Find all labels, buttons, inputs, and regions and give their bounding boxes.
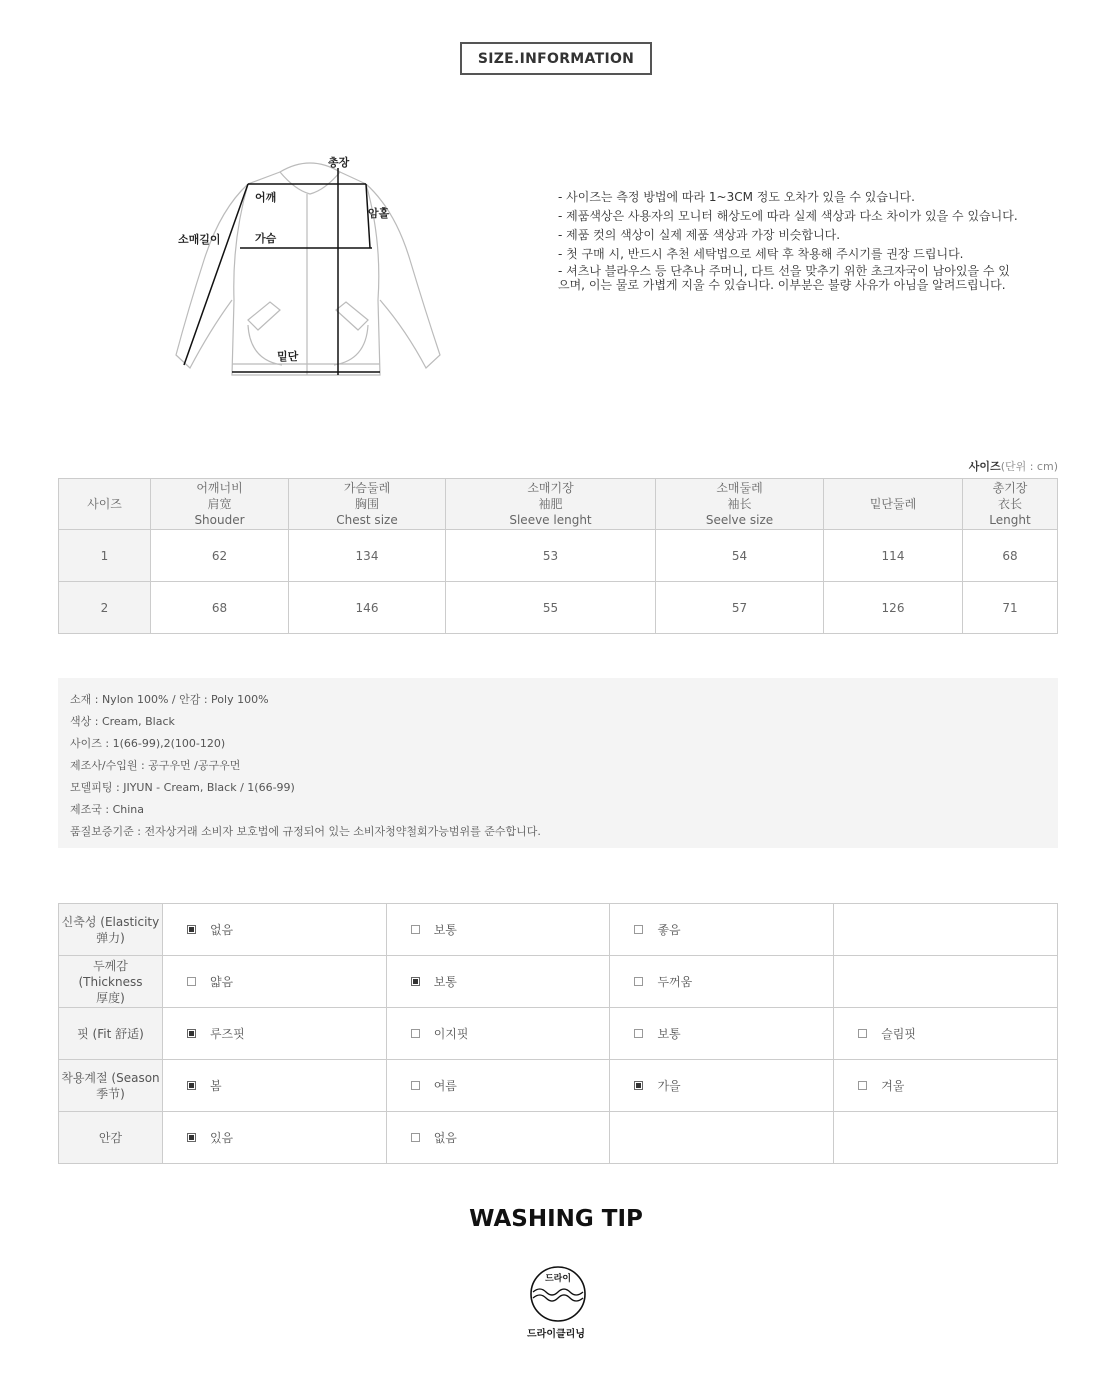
col-header: 총기장 衣长 Lenght xyxy=(963,479,1058,530)
size-table xyxy=(58,478,1058,634)
property-option xyxy=(386,956,610,1008)
property-option xyxy=(162,1112,386,1164)
property-row xyxy=(59,904,1058,956)
checkbox-empty-icon xyxy=(858,1081,867,1090)
property-option xyxy=(386,1008,610,1060)
info-line: 제조사/수입원 : 공구우먼 /공구우먼 xyxy=(70,759,241,772)
property-option xyxy=(834,1008,1058,1060)
table-cell: 54 xyxy=(656,530,824,582)
property-option-label: 여름 xyxy=(433,1079,457,1093)
diagram-label-hem: 밑단 xyxy=(277,350,299,363)
property-label: 두께감 (Thickness 厚度) xyxy=(59,956,163,1008)
property-option xyxy=(386,1060,610,1112)
property-label: 핏 (Fit 舒适) xyxy=(59,1008,163,1060)
info-line: 사이즈 : 1(66-99),2(100-120) xyxy=(70,737,226,750)
property-label: 착용계절 (Season 季节) xyxy=(59,1060,163,1112)
property-option-label: 있음 xyxy=(209,1131,234,1145)
info-line: 소재 : Nylon 100% / 안감 : Poly 100% xyxy=(70,693,269,706)
checkbox-checked-icon xyxy=(634,1081,643,1090)
checkbox-empty-icon xyxy=(634,1029,643,1038)
diagram-label-sleeve: 소매길이 xyxy=(178,233,221,246)
checkbox-empty-icon xyxy=(634,977,643,986)
property-option-label: 없음 xyxy=(433,1131,457,1145)
property-option xyxy=(834,1112,1058,1164)
diagram-label-shoulder: 어깨 xyxy=(255,191,277,204)
dry-clean-icon xyxy=(528,1264,588,1324)
col-header: 소매둘레 袖长 Seelve size xyxy=(656,479,824,530)
checkbox-empty-icon xyxy=(634,925,643,934)
unit-label: 사이즈 xyxy=(968,460,1001,473)
col-header: 가슴둘레 胸围 Chest size xyxy=(289,479,446,530)
property-option-label: 보통 xyxy=(433,923,457,937)
col-header: 밑단둘레 xyxy=(824,479,963,530)
checkbox-empty-icon xyxy=(411,1133,420,1142)
info-line: 제조국 : China xyxy=(70,803,144,816)
diagram-label-chest: 가슴 xyxy=(255,232,277,245)
info-line: 품질보증기준 : 전자상거래 소비자 보호법에 규정되어 있는 소비자청약철회가능범위를 준수합니다. xyxy=(70,825,541,838)
property-option xyxy=(162,1060,386,1112)
property-option-label: 슬림핏 xyxy=(881,1027,916,1041)
property-option xyxy=(162,956,386,1008)
table-cell: 114 xyxy=(824,530,963,582)
property-option xyxy=(386,1112,610,1164)
size-information-title: SIZE.INFORMATION xyxy=(460,42,652,75)
checkbox-checked-icon xyxy=(187,1081,196,1090)
jacket-outline-icon xyxy=(170,150,455,390)
property-option xyxy=(610,1112,834,1164)
size-table-header xyxy=(59,479,1058,530)
table-row xyxy=(59,582,1058,634)
note-line: - 제품색상은 사용자의 모니터 해상도에 따라 실제 색상과 다소 차이가 있을 수 있습니다. xyxy=(558,209,1018,223)
property-option-label: 얇음 xyxy=(209,975,234,989)
checkbox-empty-icon xyxy=(187,977,196,986)
property-label: 신축성 (Elasticity 弹力) xyxy=(59,904,163,956)
note-line: - 셔츠나 블라우스 등 단추나 주머니, 다트 선을 맞추기 위한 초크자국이 남아있을 수 있 xyxy=(558,264,1010,278)
table-cell: 1 xyxy=(59,530,151,582)
property-option-label: 봄 xyxy=(209,1079,222,1093)
checkbox-empty-icon xyxy=(411,925,420,934)
unit-caption xyxy=(969,458,1058,474)
jacket-diagram xyxy=(170,150,455,390)
property-row xyxy=(59,956,1058,1008)
property-option xyxy=(610,1008,834,1060)
property-option-label: 가을 xyxy=(657,1079,681,1093)
info-line: 색상 : Cream, Black xyxy=(70,715,175,728)
info-line: 모델피팅 : JIYUN - Cream, Black / 1(66-99) xyxy=(70,781,295,794)
col-header: 사이즈 xyxy=(59,479,151,530)
product-info-box xyxy=(58,678,1058,848)
checkbox-empty-icon xyxy=(858,1029,867,1038)
property-option xyxy=(162,904,386,956)
washing-tip-title: WASHING TIP xyxy=(469,1206,643,1232)
checkbox-checked-icon xyxy=(187,925,196,934)
property-option-label: 두꺼움 xyxy=(657,975,693,989)
property-option-label: 보통 xyxy=(433,975,457,989)
table-cell: 126 xyxy=(824,582,963,634)
property-option xyxy=(834,956,1058,1008)
washing-label: 드라이클리닝 xyxy=(527,1329,585,1340)
col-header: 어깨너비 肩宽 Shouder xyxy=(151,479,289,530)
table-row xyxy=(59,530,1058,582)
table-cell: 2 xyxy=(59,582,151,634)
property-row xyxy=(59,1112,1058,1164)
diagram-label-length: 총장 xyxy=(328,156,350,169)
checkbox-empty-icon xyxy=(411,1081,420,1090)
property-option-label: 루즈핏 xyxy=(209,1027,245,1041)
dry-clean-icon-text: 드라이 xyxy=(544,1274,572,1284)
property-table xyxy=(58,903,1058,1164)
table-cell: 68 xyxy=(963,530,1058,582)
property-option-label: 겨울 xyxy=(881,1079,905,1093)
checkbox-checked-icon xyxy=(187,1133,196,1142)
property-option xyxy=(610,1060,834,1112)
table-cell: 146 xyxy=(289,582,446,634)
unit-note: (단위 : cm) xyxy=(1000,460,1058,473)
note-line: - 첫 구매 시, 반드시 추천 세탁법으로 세탁 후 착용해 주시기를 권장 드립니다. xyxy=(558,247,964,261)
table-cell: 53 xyxy=(446,530,656,582)
diagram-label-armhole: 암홀 xyxy=(368,207,390,220)
col-header: 소매기장 袖肥 Sleeve lenght xyxy=(446,479,656,530)
checkbox-checked-icon xyxy=(411,977,420,986)
table-cell: 134 xyxy=(289,530,446,582)
property-option-label: 좋음 xyxy=(657,923,681,937)
property-option xyxy=(834,904,1058,956)
note-line: - 사이즈는 측정 방법에 따라 1~3CM 정도 오차가 있을 수 있습니다. xyxy=(558,190,915,204)
property-row xyxy=(59,1008,1058,1060)
table-cell: 62 xyxy=(151,530,289,582)
property-option xyxy=(834,1060,1058,1112)
note-line: - 제품 컷의 색상이 실제 제품 색상과 가장 비슷합니다. xyxy=(558,228,841,242)
size-notes xyxy=(558,188,1058,292)
property-label: 안감 xyxy=(59,1112,163,1164)
property-option-label: 이지핏 xyxy=(433,1027,469,1041)
property-option xyxy=(386,904,610,956)
property-option-label: 없음 xyxy=(209,923,234,937)
property-option xyxy=(610,904,834,956)
property-option xyxy=(610,956,834,1008)
checkbox-checked-icon xyxy=(187,1029,196,1038)
property-option-label: 보통 xyxy=(657,1027,681,1041)
table-cell: 71 xyxy=(963,582,1058,634)
note-line: 으며, 이는 물로 가볍게 지울 수 있습니다. 이부분은 불량 사유가 아님을 알려드립니다. xyxy=(558,278,1006,292)
table-cell: 68 xyxy=(151,582,289,634)
property-row xyxy=(59,1060,1058,1112)
checkbox-empty-icon xyxy=(411,1029,420,1038)
property-option xyxy=(162,1008,386,1060)
table-cell: 55 xyxy=(446,582,656,634)
table-cell: 57 xyxy=(656,582,824,634)
